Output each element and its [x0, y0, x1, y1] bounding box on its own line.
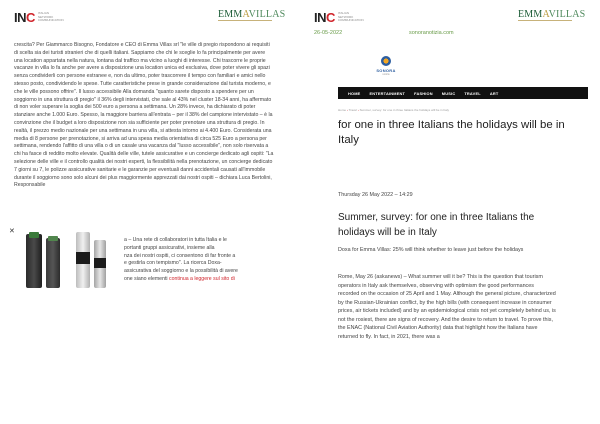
article-body-continued	[124, 237, 274, 284]
continue-reading-link[interactable]: continua a leggere sul sito di	[169, 275, 235, 282]
nav-item-home[interactable]: HOME	[348, 90, 361, 96]
article-body-italian: crescita? Per Giammarco Bisogno, Fondatore e CEO di Emma Villas srl "le ville di pregio rispondono ai requisiti di scelta sia dei turisti stranieri che di quelli italiani. Sappiamo che chi le sceglie lo fa principalmente per avere una location appartata nella natura, lontana dal traffico ma vicino a luoghi di interesse. Chi trascorre le proprie vacanze in villa lo fa anche per avere a disposizione una location unica ed esclusiva, dove poter vivere gli spazi senza condividerli con persone estranee e, non da ultimo, poter trascorrere il tempo con familiari e amici nello stesso posto, condividendo le spese. Tutte caratteristiche prese in grande considerazione dal turista moderno, e che le ville possono offrire". Il lusso accessibile Alla domanda "quanto sarete disposto a spendere per un soggiorno in una struttura di pregio" il 36% degli intervistati, che sale al 43% nel cluster 18-34 anni, ha affermato di non voler superare la soglia dei 500 euro a persona a settimana. Un 28% invece, ha dichiarato di poter stanziare anche 1.000 Euro. Spesso, la maggiore barriera all'entrata – per il 38% del campione intervistato – è la convinzione che il budget a loro disposizione non sia sufficiente per poter prenotare una struttura di pregio. In realtà, il prezzo medio nazionale per una settimana in una villa, si attesta intorno ai 4.400 Euro. Considerata una media di 8 persone per prenotazione, si arriva ad una spesa media orientativa di circa 525 Euro a persona per settimana, rendendo l'affitto di una villa o di un casale una vacanza dal "lusso accessibile", non solo riservata a chi ha fasce di reddito molto elevate. Qualità delle ville, tutele assicurative e un concierge dedicato agli ospiti: "La selezione delle ville e il controllo qualità dei nostri esperti, la flessibilità nella prenotazione, un concierge dedicato 7 giorni su 7, le polizze assicurative sanitarie e le garanzie per eventuali danni accidentali causati all'immobile durante il soggiorno sono solo alcuni dei plus maggiormente apprezzati dai nostri ospiti – dichiara Luca Bertolini, Responsabile	[14, 42, 274, 189]
emma-logo-part3: VILLAS	[248, 9, 286, 20]
emma-villas-logo	[218, 9, 285, 20]
advertisement-banner[interactable]	[10, 230, 120, 290]
breadcrumb-travel[interactable]: Travel	[348, 108, 357, 112]
inc-logo-subtitle: ITALIAN NETWORK COMMUNICATION	[37, 11, 64, 23]
emma-logo-part2: A	[542, 9, 549, 20]
breadcrumb	[338, 108, 449, 112]
article-line-text: one siano elementi	[124, 275, 168, 282]
inc-logo-mark: INC	[314, 10, 335, 25]
site-navigation	[338, 87, 588, 99]
emma-logo-part2: A	[242, 9, 249, 20]
article-line: portanti gruppi assicurativi, insieme alla	[124, 244, 215, 251]
inc-logo-mark: INC	[14, 10, 35, 25]
breadcrumb-separator: ›	[346, 108, 348, 112]
article-line: a – Una rete di collaboratori in tutta Italia e le	[124, 237, 227, 243]
emma-logo-underline	[518, 20, 572, 21]
emma-logo-underline	[218, 20, 272, 21]
inc-logo	[314, 10, 364, 25]
breadcrumb-separator: ›	[357, 108, 359, 112]
nav-item-art[interactable]: ART	[489, 90, 499, 96]
product-bottle-image	[26, 234, 42, 288]
article-line: e gestirla con tempismo". La ricerca Doxa-	[124, 260, 222, 267]
article-lead: Doxa for Emma Villas: 25% will think whether to leave just before the holidays	[338, 247, 524, 253]
emma-villas-logo	[518, 9, 585, 20]
breadcrumb-home[interactable]: Home	[338, 108, 347, 112]
nav-item-travel[interactable]: TRAVEL	[464, 90, 481, 96]
nav-item-fashion[interactable]: FASHION	[414, 90, 433, 96]
inc-logo	[14, 10, 64, 25]
emma-logo-part3: VILLAS	[548, 9, 586, 20]
emma-logo-part1: EMM	[518, 9, 543, 20]
product-bottle-image	[46, 238, 60, 288]
site-tagline: notizie	[382, 73, 390, 76]
close-icon[interactable]: ✕	[9, 228, 15, 235]
article-line-with-link	[124, 276, 274, 284]
right-clipping-page	[300, 0, 600, 424]
inc-logo-subtitle: ITALIAN NETWORK COMMUNICATION	[337, 11, 364, 23]
product-tube-image	[76, 232, 90, 288]
emma-logo-part1: EMM	[218, 9, 243, 20]
nav-item-entertainment[interactable]: ENTERTAINMENT	[369, 90, 406, 96]
article-body-english: Rome, May 26 (askanews) – What summer will it be? This is the question that tourism operators in Italy ask themselves, observing with optimism the good performances recorded on the occasion of 25 April and 1 May. Although the general picture, characterized by the Russian-Ukrainian conflict, by the high bills (with consequent increase in consumer prices, air tickets included) and by an epidemiological crisis not yet completely behind us, is not the rosiest, there are signs of recovery. And the desire to return to travel. To prove this, the ENAC (National Civil Aviation Authority) data that highlight how the Italians have returned to fly. In fact, in 2021, there was a	[338, 274, 556, 340]
site-name: SONORA	[376, 68, 396, 73]
clipping-date: 26-05-2022	[314, 30, 343, 36]
publish-date: Thursday 26 May 2022 – 14:29	[338, 192, 413, 198]
breadcrumb-current: Summer, survey: for one in three Italians the holidays will be in Italy	[359, 108, 449, 112]
sun-icon	[381, 56, 391, 66]
product-tube-image	[94, 240, 106, 288]
article-line: nza dei nostri ospiti, ci consentono di far fronte a	[124, 252, 236, 259]
nav-item-music[interactable]: MUSIC	[441, 90, 456, 96]
clipping-meta	[314, 30, 586, 36]
sonora-site-logo[interactable]	[368, 56, 404, 82]
article-line: assicurativa del soggiorno e la possibilità di avere	[124, 268, 238, 275]
article-title: Summer, survey: for one in three Italians the holidays will be in Italy	[338, 212, 535, 238]
source-url[interactable]: sonoranotizia.com	[409, 30, 454, 36]
page-headline: for one in three Italians the holidays will be in Italy	[338, 119, 565, 146]
